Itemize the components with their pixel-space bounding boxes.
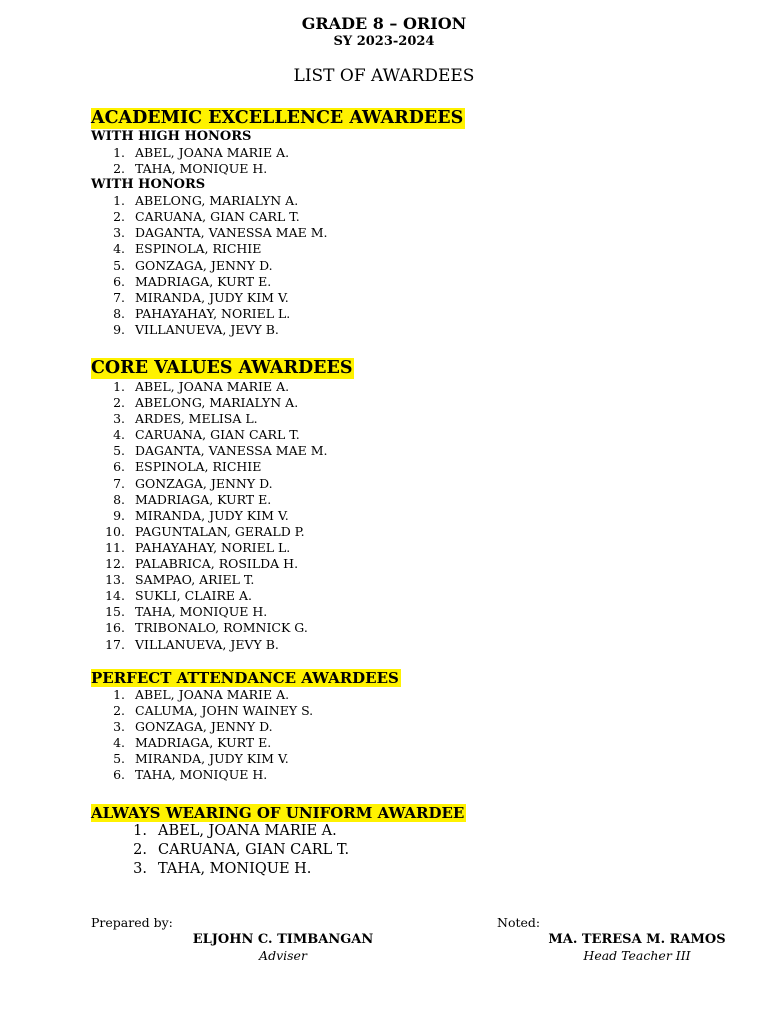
list-item <box>91 395 354 411</box>
core-values-section <box>91 358 354 653</box>
list-item-number: 2. <box>113 161 125 177</box>
list-item <box>91 241 465 257</box>
uniform-list <box>91 822 466 879</box>
list-item-number: 9. <box>113 507 125 523</box>
list-item-number: 6. <box>113 459 125 475</box>
list-item-number: 1. <box>133 823 147 839</box>
list-item-number: 7. <box>113 289 125 305</box>
list-item-name: MIRANDA, JUDY KIM V. <box>135 289 289 305</box>
list-item-name: DAGANTA, VANESSA MAE M. <box>135 443 328 459</box>
list-item-name: MIRANDA, JUDY KIM V. <box>135 507 289 523</box>
honors-list <box>91 193 465 338</box>
list-item <box>91 822 466 841</box>
list-item <box>91 274 465 290</box>
list-item <box>91 620 354 636</box>
list-item <box>91 476 354 492</box>
list-item-name: CARUANA, GIAN CARL T. <box>158 842 350 858</box>
list-item-name: SAMPAO, ARIEL T. <box>135 572 255 588</box>
list-item-number: 6. <box>113 273 125 289</box>
list-item-name: CARUANA, GIAN CARL T. <box>135 209 300 225</box>
list-item <box>91 225 465 241</box>
list-item-number: 1. <box>113 687 125 702</box>
list-item-number: 12. <box>105 556 125 572</box>
list-item <box>91 841 466 860</box>
list-item-number: 3. <box>113 225 125 241</box>
list-item-name: GONZAGA, JENNY D. <box>135 475 273 491</box>
list-item-number: 3. <box>133 861 147 877</box>
list-item-name: PAHAYAHAY, NORIEL L. <box>135 305 291 321</box>
list-item-name: ESPINOLA, RICHIE <box>135 241 262 257</box>
list-item-name: CARUANA, GIAN CARL T. <box>135 427 300 443</box>
list-item <box>91 524 354 540</box>
high-honors-label: WITH HIGH HONORS <box>91 129 252 144</box>
list-item-number: 7. <box>113 475 125 491</box>
list-item-number: 1. <box>113 145 125 160</box>
list-item-name: VILLANUEVA, JEVY B. <box>135 636 279 652</box>
list-item-name: ABEL, JOANA MARIE A. <box>135 145 290 160</box>
uniform-section <box>91 803 466 879</box>
list-item-name: ABEL, JOANA MARIE A. <box>135 687 290 702</box>
list-item <box>91 508 354 524</box>
list-item-name: TAHA, MONIQUE H. <box>135 161 268 177</box>
list-item-number: 2. <box>113 703 125 719</box>
list-item-name: MADRIAGA, KURT E. <box>135 273 272 289</box>
list-item <box>91 604 354 620</box>
attendance-section <box>91 668 401 784</box>
list-item <box>91 719 401 735</box>
list-item-number: 17. <box>105 636 125 652</box>
list-item-number: 3. <box>113 411 125 427</box>
school-year: SY 2023-2024 <box>333 34 435 49</box>
list-item-number: 4. <box>113 735 125 751</box>
grade-heading: GRADE 8 – ORION <box>301 14 467 33</box>
list-item <box>91 637 354 653</box>
core-values-list <box>91 379 354 653</box>
list-item-name: PALABRICA, ROSILDA H. <box>135 556 299 572</box>
list-item <box>91 193 465 209</box>
document-title: LIST OF AWARDEES <box>293 66 475 86</box>
list-item-name: ABELONG, MARIALYN A. <box>135 193 299 209</box>
list-item-number: 4. <box>113 427 125 443</box>
list-item <box>91 751 401 767</box>
list-item-number: 2. <box>113 395 125 411</box>
list-item-name: TRIBONALO, ROMNICK G. <box>135 620 308 636</box>
attendance-title: PERFECT ATTENDANCE AWARDEES <box>91 669 399 687</box>
list-item-number: 5. <box>113 443 125 459</box>
list-item-name: PAHAYAHAY, NORIEL L. <box>135 539 291 555</box>
list-item-number: 8. <box>113 491 125 507</box>
list-item <box>91 306 465 322</box>
list-item-name: PAGUNTALAN, GERALD P. <box>135 523 305 539</box>
list-item-number: 2. <box>133 842 147 858</box>
academic-section <box>91 108 465 338</box>
list-item-number: 14. <box>105 588 125 604</box>
list-item <box>91 443 354 459</box>
list-item-name: GONZAGA, JENNY D. <box>135 719 273 735</box>
list-item <box>91 540 354 556</box>
core-values-title: CORE VALUES AWARDEES <box>91 358 353 378</box>
noted-label: Noted: <box>497 915 541 930</box>
noted-name: MA. TERESA M. RAMOS <box>548 932 726 947</box>
prepared-by-role: Adviser <box>259 948 307 963</box>
list-item <box>91 703 401 719</box>
list-item-number: 1. <box>113 379 125 394</box>
list-item-number: 2. <box>113 209 125 225</box>
list-item <box>91 556 354 572</box>
list-item-name: MADRIAGA, KURT E. <box>135 491 272 507</box>
list-item-name: ABEL, JOANA MARIE A. <box>158 823 337 839</box>
attendance-list <box>91 687 401 784</box>
list-item-name: TAHA, MONIQUE H. <box>158 861 312 877</box>
list-item-number: 15. <box>105 604 125 620</box>
list-item-number: 3. <box>113 719 125 735</box>
list-item-number: 13. <box>105 572 125 588</box>
list-item-name: MADRIAGA, KURT E. <box>135 735 272 751</box>
list-item <box>91 161 465 177</box>
list-item-name: ABEL, JOANA MARIE A. <box>135 379 290 394</box>
list-item-name: TAHA, MONIQUE H. <box>135 604 268 620</box>
list-item <box>91 379 354 395</box>
list-item-number: 10. <box>105 523 125 539</box>
academic-title: ACADEMIC EXCELLENCE AWARDEES <box>91 108 464 128</box>
prepared-by-name: ELJOHN C. TIMBANGAN <box>192 932 374 947</box>
list-item <box>91 687 401 703</box>
list-item-name: MIRANDA, JUDY KIM V. <box>135 751 289 767</box>
honors-label: WITH HONORS <box>91 177 206 193</box>
list-item-number: 1. <box>113 193 125 209</box>
list-item-name: VILLANUEVA, JEVY B. <box>135 321 279 337</box>
noted-role: Head Teacher III <box>583 948 691 963</box>
list-item <box>91 209 465 225</box>
list-item-name: GONZAGA, JENNY D. <box>135 257 273 273</box>
list-item-name: DAGANTA, VANESSA MAE M. <box>135 225 328 241</box>
list-item <box>91 427 354 443</box>
list-item <box>91 767 401 783</box>
list-item-name: ARDES, MELISA L. <box>135 411 258 427</box>
list-item-number: 8. <box>113 305 125 321</box>
list-item <box>91 735 401 751</box>
list-item-name: SUKLI, CLAIRE A. <box>135 588 252 604</box>
list-item-number: 6. <box>113 767 125 783</box>
list-item-name: ESPINOLA, RICHIE <box>135 459 262 475</box>
list-item <box>91 145 465 161</box>
prepared-by-label: Prepared by: <box>91 915 173 930</box>
list-item-number: 4. <box>113 241 125 257</box>
high-honors-list <box>91 145 465 177</box>
list-item <box>91 258 465 274</box>
list-item-number: 16. <box>105 620 125 636</box>
list-item-number: 11. <box>105 539 125 555</box>
list-item-number: 9. <box>113 321 125 337</box>
list-item <box>91 572 354 588</box>
list-item <box>91 459 354 475</box>
list-item-number: 5. <box>113 257 125 273</box>
list-item-name: ABELONG, MARIALYN A. <box>135 395 299 411</box>
list-item <box>91 860 466 879</box>
list-item <box>91 492 354 508</box>
list-item <box>91 411 354 427</box>
list-item <box>91 322 465 338</box>
list-item-name: CALUMA, JOHN WAINEY S. <box>135 703 314 719</box>
list-item-name: TAHA, MONIQUE H. <box>135 767 268 783</box>
list-item <box>91 290 465 306</box>
uniform-title: ALWAYS WEARING OF UNIFORM AWARDEE <box>91 804 465 822</box>
list-item <box>91 588 354 604</box>
list-item-number: 5. <box>113 751 125 767</box>
